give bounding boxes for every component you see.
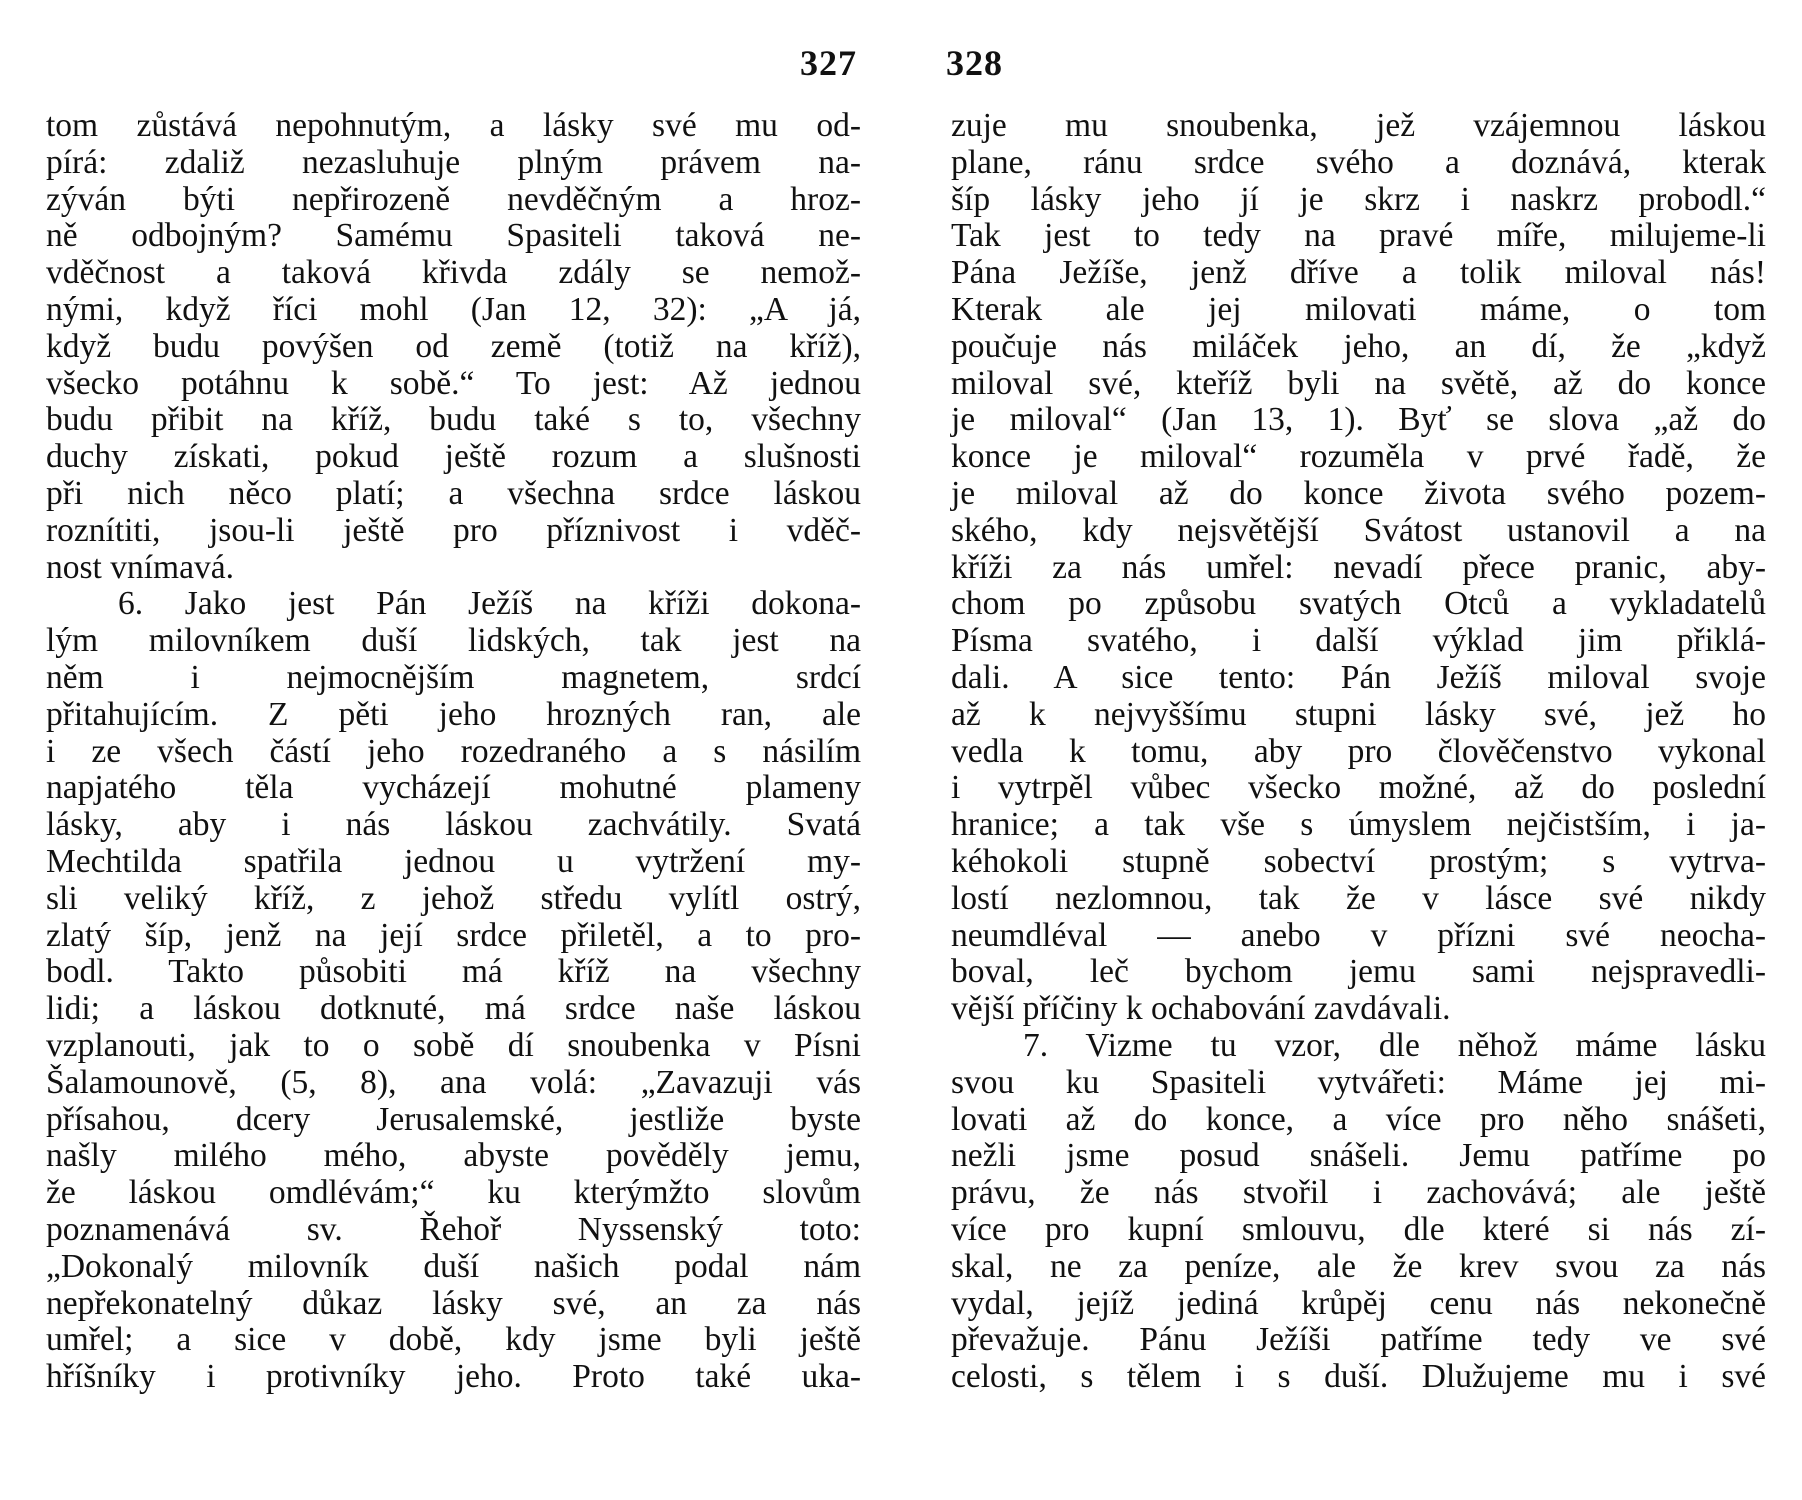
right-page-line: plane, ránu srdce svého a doznává, kterak [951, 143, 1766, 181]
left-page-line: našly milého mého, abyste pověděly jemu, [46, 1137, 861, 1175]
right-page-line: miloval své, kteříž byli na světě, až do konce [951, 364, 1766, 402]
left-page-line: roznítiti, jsou-li ještě pro příznivost i vděč- [46, 511, 861, 549]
right-page-line: ského, kdy nejsvětější Svátost ustanovil a na [951, 511, 1766, 549]
right-page-line: lostí nezlomnou, tak že v lásce své nikdy [951, 879, 1766, 917]
right-page-line: celosti, s tělem i s duší. Dlužujeme mu i své [951, 1358, 1766, 1396]
right-page-line: více pro kupní smlouvu, dle které si nás zí- [951, 1210, 1766, 1248]
left-page-line: nepřekonatelný důkaz lásky své, an za nás [46, 1284, 861, 1322]
right-page-line: je miloval“ (Jan 13, 1). Byť se slova „až do [951, 401, 1766, 439]
right-page-line: 7. Vizme tu vzor, dle něhož máme lásku [1023, 1026, 1766, 1064]
right-page-line: Písma svatého, i další výklad jim přiklá- [951, 622, 1766, 660]
right-page-line: poučuje nás miláček jeho, an dí, že „když [951, 327, 1766, 365]
right-page-line: šíp lásky jeho jí je skrz i naskrz probodl.“ [951, 180, 1766, 218]
left-page-line: že láskou omdlévám;“ ku kterýmžto slovům [46, 1174, 861, 1212]
right-page-line: Kterak ale jej milovati máme, o tom [951, 290, 1766, 328]
right-page-line: je miloval až do konce života svého pozem- [951, 474, 1766, 512]
right-page-line: dali. A sice tento: Pán Ježíš miloval svoje [951, 658, 1766, 696]
left-page-line: přitahujícím. Z pěti jeho hrozných ran, ale [46, 695, 861, 733]
left-page-text [46, 108, 861, 1396]
left-page-line: zlatý šíp, jenž na její srdce přiletěl, a to pro- [46, 916, 861, 954]
right-page-line: konce je miloval“ rozuměla v prvé řadě, že [951, 438, 1766, 476]
left-page-line: ně odbojným? Samému Spasiteli taková ne- [46, 217, 861, 255]
right-page-line: vější příčiny k ochabování zavdávali. [951, 990, 1451, 1028]
left-page-line: lidi; a láskou dotknuté, má srdce naše láskou [46, 990, 861, 1028]
left-page-line: při nich něco platí; a všechna srdce láskou [46, 474, 861, 512]
right-page-line: právu, že nás stvořil i zachovává; ale ještě [951, 1174, 1766, 1212]
left-page-line: vděčnost a taková křivda zdály se nemož- [46, 254, 861, 292]
page-number-right: 328 [946, 43, 1003, 83]
left-page-line: „Dokonalý milovník duší našich podal nám [46, 1247, 861, 1285]
left-page-line: sli veliký kříž, z jehož středu vylítl ostrý, [46, 879, 861, 917]
right-page-line: kéhokoli stupně sobectví prostým; s vytrva- [951, 842, 1766, 880]
right-page-line: hranice; a tak vše s úmyslem nejčistším, i ja- [951, 806, 1766, 844]
left-page-line: hříšníky i protivníky jeho. Proto také uka- [46, 1358, 861, 1396]
left-page-line: když budu povýšen od země (totiž na kříž), [46, 327, 861, 365]
right-page-line: kříži za nás umřel: nevadí přece pranic, aby- [951, 548, 1766, 586]
left-page-line: všecko potáhnu k sobě.“ To jest: Až jednou [46, 364, 861, 402]
left-page-line: poznamenává sv. Řehoř Nyssenský toto: [46, 1210, 861, 1248]
left-page-line: přísahou, dcery Jerusalemské, jestliže byste [46, 1100, 861, 1138]
right-page-line: chom po způsobu svatých Otců a vykladatelů [951, 585, 1766, 623]
right-page-line: Tak jest to tedy na pravé míře, milujeme-li [951, 217, 1766, 255]
left-page-line: lásky, aby i nás láskou zachvátily. Svatá [46, 806, 861, 844]
left-page-line: vzplanouti, jak to o sobě dí snoubenka v Písni [46, 1026, 861, 1064]
right-page-line: nežli jsme posud snášeli. Jemu patříme po [951, 1137, 1766, 1175]
left-page-line: Mechtilda spatřila jednou u vytržení my- [46, 842, 861, 880]
left-page-line: Šalamounově, (5, 8), ana volá: „Zavazuji vás [46, 1063, 861, 1101]
left-page-line: duchy získati, pokud ještě rozum a slušnosti [46, 438, 861, 476]
right-page-line: vydal, jejíž jediná krůpěj cenu nás nekonečně [951, 1284, 1766, 1322]
left-page-line: zýván býti nepřirozeně nevděčným a hroz- [46, 180, 861, 218]
left-page-line: budu přibit na kříž, budu také s to, všechny [46, 401, 861, 439]
right-page-line: vedla k tomu, aby pro člověčenstvo vykonal [951, 732, 1766, 770]
right-page-line: zuje mu snoubenka, jež vzájemnou láskou [951, 107, 1766, 144]
right-page-line: boval, leč bychom jemu sami nejspravedli- [951, 953, 1766, 991]
right-page-line: svou ku Spasiteli vytvářeti: Máme jej mi- [951, 1063, 1766, 1101]
page-number-left: 327 [800, 43, 857, 83]
right-page-line: až k nejvyššímu stupni lásky své, jež ho [951, 695, 1766, 733]
right-page-line: lovati až do konce, a více pro něho snášeti, [951, 1100, 1766, 1138]
right-page-line: převažuje. Pánu Ježíši patříme tedy ve své [951, 1321, 1766, 1359]
left-page-line: nými, když říci mohl (Jan 12, 32): „A já, [46, 290, 861, 328]
left-page-line: lým milovníkem duší lidských, tak jest na [46, 622, 861, 660]
right-page-line: skal, ne za peníze, ale že krev svou za nás [951, 1247, 1766, 1285]
left-page-line: něm i nejmocnějším magnetem, srdcí [46, 658, 861, 696]
left-page-line: pírá: zdaliž nezasluhuje plným právem na- [46, 143, 861, 181]
left-page-line: umřel; a sice v době, kdy jsme byli ještě [46, 1321, 861, 1359]
left-page-line: bodl. Takto působiti má kříž na všechny [46, 953, 861, 991]
left-page-line: 6. Jako jest Pán Ježíš na kříži dokona- [118, 585, 861, 623]
right-page-line: neumdléval — anebo v přízni své neocha- [951, 916, 1766, 954]
left-page-line: i ze všech částí jeho rozedraného a s násilím [46, 732, 861, 770]
gutter [901, 110, 902, 1450]
left-page-line: napjatého těla vycházejí mohutné plameny [46, 769, 861, 807]
right-page-text [951, 108, 1766, 1396]
right-page-line: Pána Ježíše, jenž dříve a tolik miloval nás! [951, 254, 1766, 292]
left-page-line: tom zůstává nepohnutým, a lásky své mu od- [46, 107, 861, 144]
left-page-line: nost vnímavá. [46, 548, 234, 586]
right-page-line: i vytrpěl vůbec všecko možné, až do poslední [951, 769, 1766, 807]
